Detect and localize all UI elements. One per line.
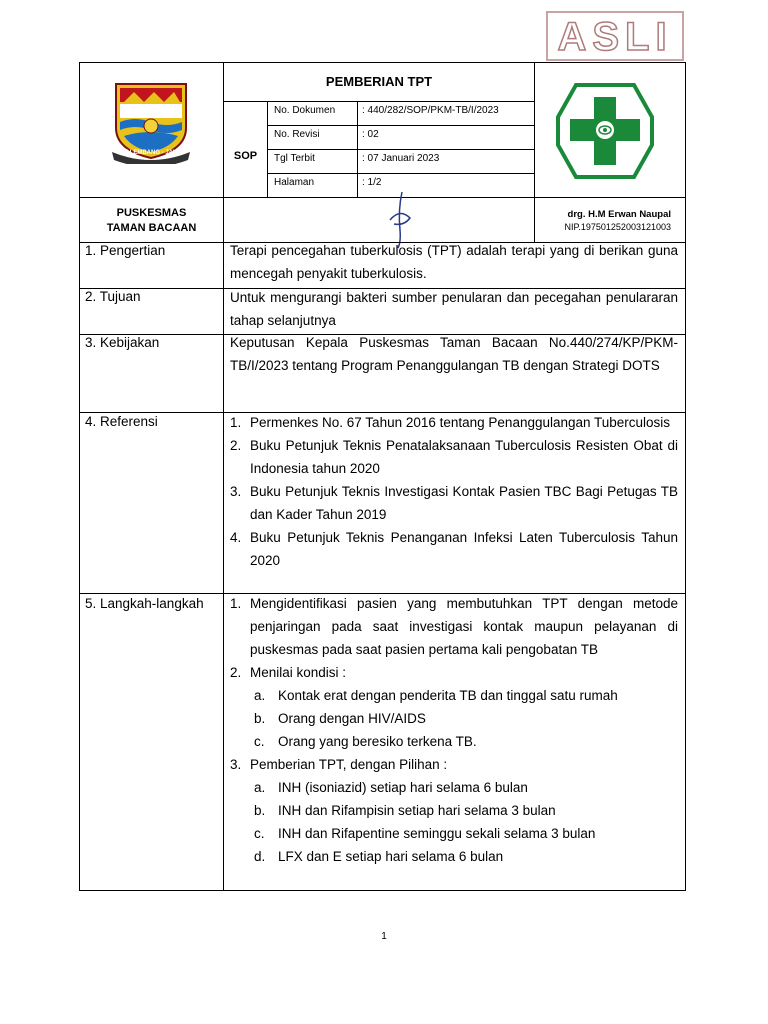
puskesmas-logo — [556, 83, 654, 179]
page-title: PEMBERIAN TPT — [325, 74, 433, 89]
asli-stamp — [546, 11, 684, 61]
list-item: 3. Buku Petunjuk Teknis Investigasi Kontak Pasien TBC Bagi Petugas TB dan Kader Tahun 2019 — [230, 484, 678, 522]
list-item: 3. Pemberian TPT, dengan Pilihan : — [230, 757, 448, 772]
text-pengertian: Terapi pencegahan tuberkulosis (TPT) adalah terapi yang di berikan guna mencegah penyakit tuberkulosis. — [230, 243, 678, 281]
list-item: 2. Buku Petunjuk Teknis Penatalaksanaan Tuberculosis Resisten Obat di Indonesia tahun 2020 — [230, 438, 678, 476]
sub-list-item: a. Kontak erat dengan penderita TB dan tinggal satu rumah — [254, 688, 618, 703]
page-number: 1 — [381, 931, 387, 942]
label-tujuan: 2. Tujuan — [85, 289, 141, 304]
org-name — [80, 206, 223, 236]
list-langkah — [230, 592, 678, 868]
meta-value-terbit: : 07 Januari 2023 — [362, 153, 440, 164]
sub-list-item: c. INH dan Rifapentine seminggu sekali selama 3 bulan — [254, 826, 596, 841]
text-kebijakan: Keputusan Kepala Puskesmas Taman Bacaan No.440/274/KP/PKM-TB/I/2023 tentang Program Penanggulangan TB dengan Strategi DOTS — [230, 335, 678, 373]
meta-value-revisi: : 02 — [362, 129, 379, 140]
list-referensi — [230, 411, 678, 572]
sub-list-item: c. Orang yang beresiko terkena TB. — [254, 734, 477, 749]
meta-label-dokumen: No. Dokumen — [274, 105, 336, 116]
signer-name: drg. H.M Erwan Naupal — [567, 209, 671, 220]
org-name-line1: PUSKESMAS — [116, 207, 187, 219]
list-item: 1. Mengidentifikasi pasien yang membutuhkan TPT dengan metode penjaringan pada saat investigasi kontak maupun pelayanan di puskesmas pada saat pasien pertama kali pengobatan TB — [230, 596, 678, 657]
sub-list-item: b. Orang dengan HIV/AIDS — [254, 711, 426, 726]
label-langkah: 5. Langkah-langkah — [85, 596, 204, 611]
list-item: 1. Permenkes No. 67 Tahun 2016 tentang Penanggulangan Tuberculosis — [230, 415, 671, 430]
sub-list-item: b. INH dan Rifampisin setiap hari selama 3 bulan — [254, 803, 556, 818]
meta-label-revisi: No. Revisi — [274, 129, 320, 140]
org-name-line2: TAMAN BACAAN — [106, 222, 197, 234]
list-item: 4. Buku Petunjuk Teknis Penanganan Infeksi Laten Tuberculosis Tahun 2020 — [230, 530, 678, 568]
list-item: 2. Menilai kondisi : — [230, 665, 347, 680]
meta-value-dokumen: : 440/282/SOP/PKM-TB/I/2023 — [362, 105, 499, 116]
label-pengertian: 1. Pengertian — [85, 243, 166, 258]
label-kebijakan: 3. Kebijakan — [85, 335, 160, 350]
label-referensi: 4. Referensi — [85, 414, 158, 429]
stamp-text: ASLI — [557, 15, 673, 59]
signer-nip: NIP.197501252003121003 — [564, 222, 671, 232]
meta-value-halaman: : 1/2 — [362, 177, 382, 188]
logo-caption: PALEMBANG - JAYA — [121, 150, 181, 156]
meta-label-halaman: Halaman — [274, 177, 315, 188]
meta-label-terbit: Tgl Terbit — [274, 153, 315, 164]
sub-list-item: d. LFX dan E setiap hari selama 6 bulan — [254, 849, 504, 864]
sub-list-item: a. INH (isoniazid) setiap hari selama 6 bulan — [254, 780, 528, 795]
sop-label: SOP — [233, 150, 258, 162]
text-tujuan: Untuk mengurangi bakteri sumber penularan dan pecegahan penulararan tahap selanjutnya — [230, 290, 678, 328]
